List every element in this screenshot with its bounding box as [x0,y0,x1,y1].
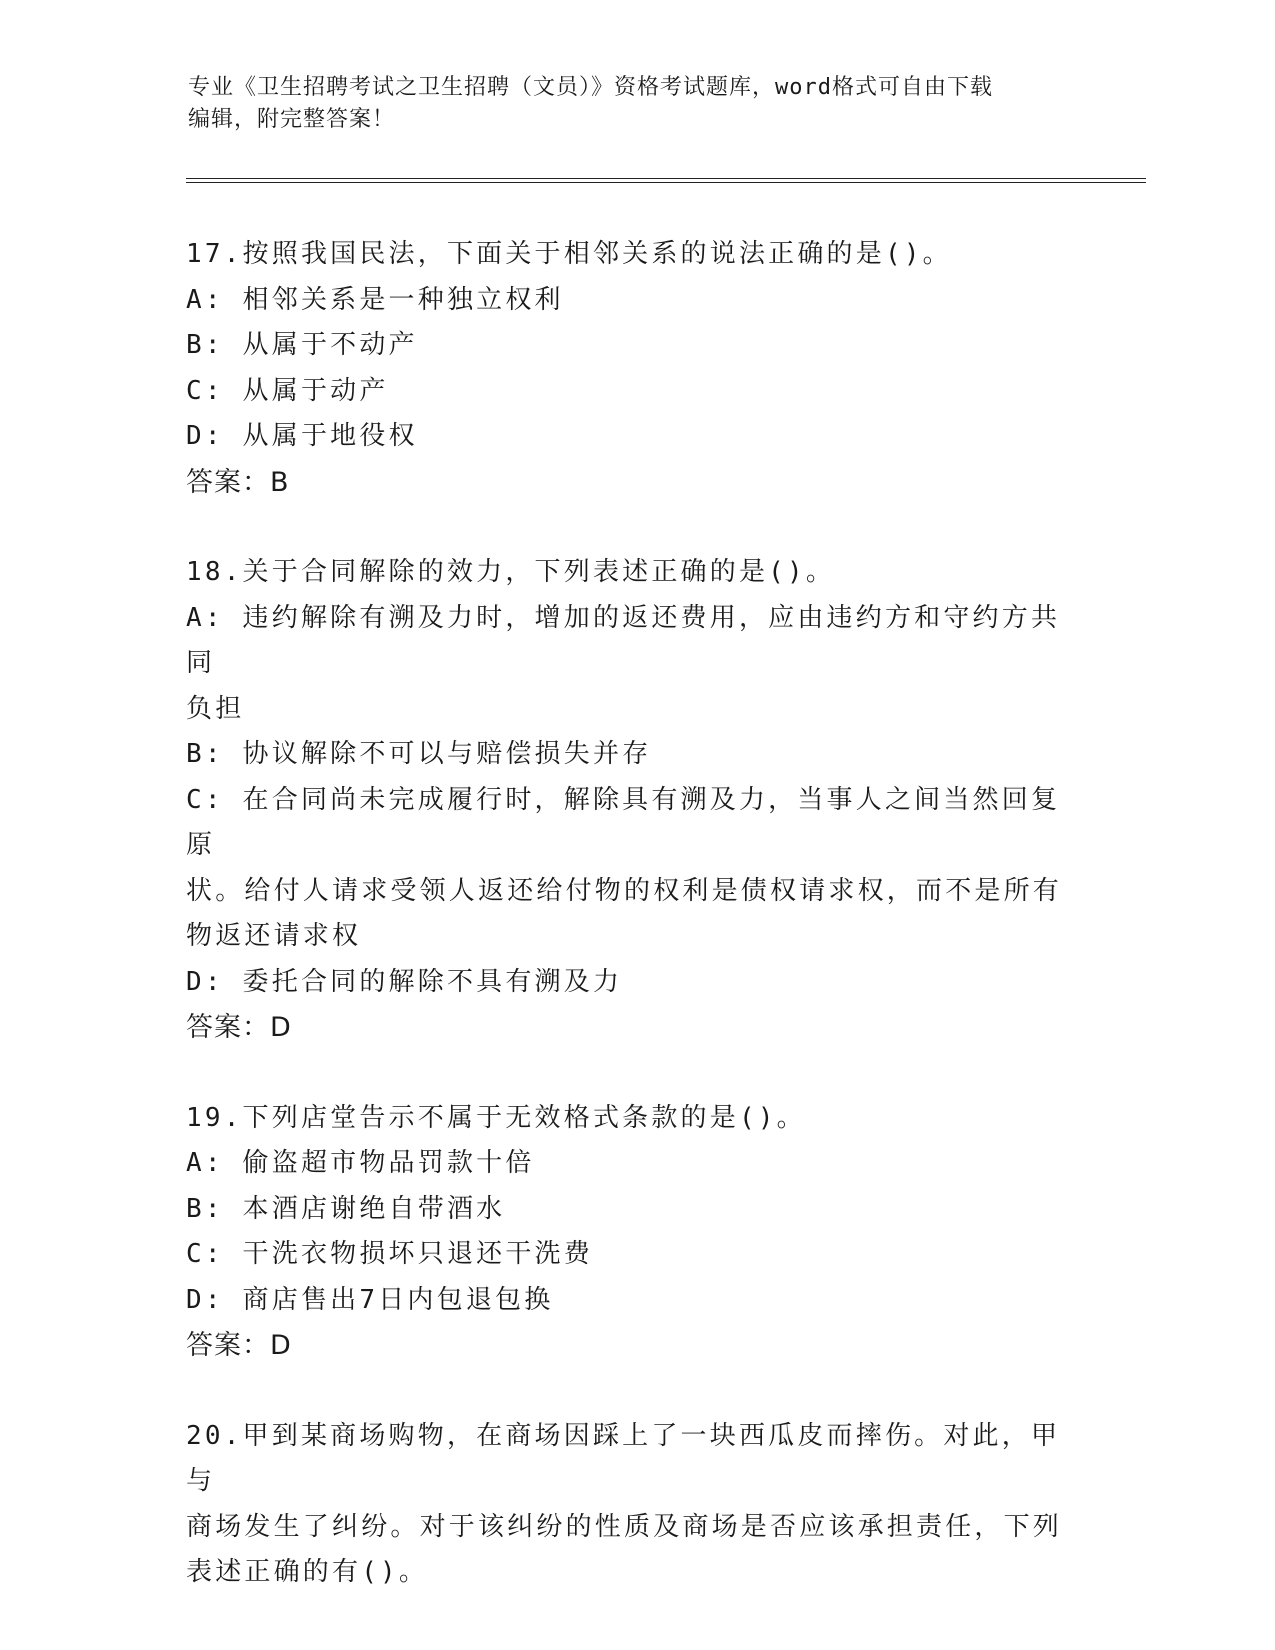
answer-option: 负担 [186,693,245,724]
answer-option: C: 从属于动产 [186,375,389,406]
question-block [186,550,1086,1051]
answer-option: B: 从属于不动产 [186,330,418,360]
answer-option: 状。给付人请求受领人返还给付物的权利是债权请求权，而不是所有 [186,875,1063,906]
header-double-rule [186,178,1146,183]
answer-key: 答案：B [186,466,290,498]
question-block [186,1414,1086,1596]
question-block [186,232,1086,505]
question-list [186,232,1086,1641]
answer-option: A: 违约解除有溯及力时，增加的返还费用，应由违约方和守约方共同 [186,602,1061,678]
header-line: 专业《卫生招聘考试之卫生招聘（文员）》资格考试题库，word格式可自由下载 [188,75,993,100]
answer-key: 答案：D [186,1330,292,1361]
question-stem: 商场发生了纠纷。对于该纠纷的性质及商场是否应该承担责任，下列 [186,1511,1063,1542]
answer-option: C: 在合同尚未完成履行时，解除具有溯及力，当事人之间当然回复原 [186,784,1061,860]
answer-key: 答案：D [186,1012,292,1043]
answer-option: B: 协议解除不可以与赔偿损失并存 [186,739,652,769]
answer-option: B: 本酒店谢绝自带酒水 [186,1193,506,1224]
answer-option: A: 偷盗超市物品罚款十倍 [186,1148,535,1178]
question-stem: 19.下列店堂告示不属于无效格式条款的是()。 [186,1102,806,1133]
answer-option: D: 委托合同的解除不具有溯及力 [186,966,623,997]
header-line: 编辑，附完整答案！ [188,107,396,132]
answer-option: C: 干洗衣物损坏只退还干洗费 [186,1239,593,1269]
answer-option: D: 从属于地役权 [186,421,418,451]
answer-option: D: 商店售出7日内包退包换 [186,1284,554,1315]
document-header [188,72,1068,136]
question-stem: 17.按照我国民法，下面关于相邻关系的说法正确的是()。 [186,239,952,269]
question-stem: 18.关于合同解除的效力，下列表述正确的是()。 [186,557,836,587]
question-block [186,1096,1086,1369]
question-stem: 20.甲到某商场购物，在商场因踩上了一块西瓜皮而摔伤。对此，甲与 [186,1420,1061,1496]
answer-option: A: 相邻关系是一种独立权利 [186,284,564,315]
answer-option: 物返还请求权 [186,921,362,951]
question-stem: 表述正确的有()。 [186,1557,429,1587]
